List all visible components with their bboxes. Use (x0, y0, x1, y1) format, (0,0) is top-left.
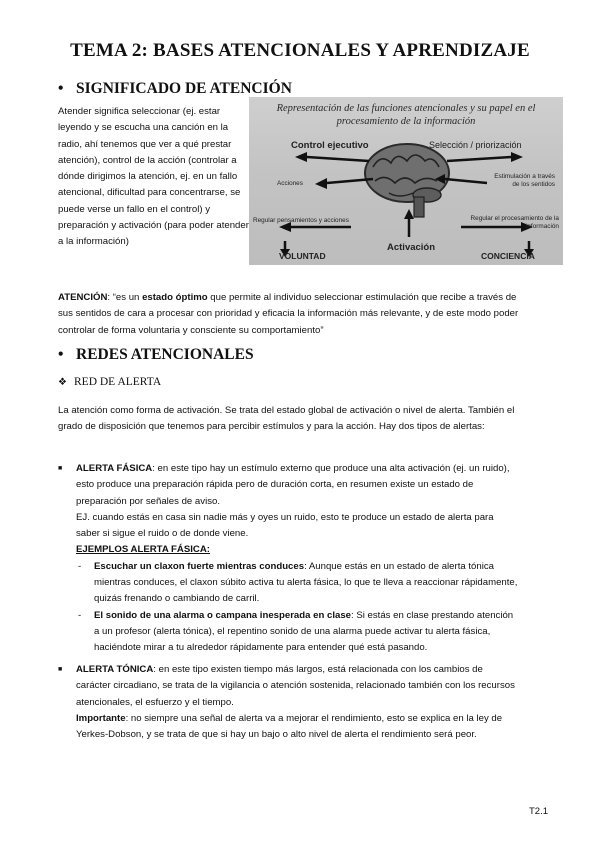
label-control-ejecutivo: Control ejecutivo (291, 140, 369, 151)
dash-marker: - (78, 560, 82, 572)
label-estimulacion: Estimulación a través de los sentidos (494, 173, 555, 188)
examples-title: EJEMPLOS ALERTA FÁSICA: (76, 544, 210, 556)
alerta-fasica-text: : en este tipo hay un estímulo externo que produce una alta activación (ej. un ruido), esto produce una preparación rápida pero de duración corta, en resumen existe un estado de preparación por señales de aviso. (76, 463, 510, 507)
label-regular-procesamiento: Regular el procesamiento de la información (470, 215, 559, 230)
label-voluntad: VOLUNTAD (279, 251, 326, 261)
example-title: El sonido de una alarma o campana inesperada en clase (94, 609, 351, 621)
alerta-fasica-label: ALERTA FÁSICA (76, 463, 153, 474)
alerta-tonica-text: : en este tipo existen tiempo más largos, está relacionada con los cambios de carácter circadiano, se trata de la vigilancia o atención sostenida, relacionado también con los recursos atencionales, el esfuerzo y el tiempo. (76, 664, 515, 708)
intro-paragraph: Atender significa seleccionar (ej. estar leyendo y se escucha una canción en la radio, ahí tenemos que ver a qué prestar atención), control de la acción (controlar a dónde dirigimos la atención, ej. en un fallo atencional, dificultad para concentrarse, se puede verse un fallo en el control) y preparación y activación (para poder atender a la información) (58, 106, 249, 248)
bullet-marker: • (58, 80, 64, 97)
section-heading-redes (58, 346, 254, 364)
alerta-tonica-item (58, 662, 518, 743)
subheading-text: RED DE ALERTA (74, 376, 162, 388)
important-text: : no siempre una señal de alerta va a mejorar el rendimiento, esto se explica en la ley de Yerkes-Dobson, y se trata de que si hay un bajo o alto nivel de alerta el rendimiento será peor. (76, 712, 503, 741)
alerta-fasica-example: EJ. cuando estás en casa sin nadie más y oyes un ruido, esto te produce un estado de alerta para saber si sigue el ruido o de donde viene. (76, 511, 494, 540)
example-text: : Si estás en clase prestando atención a un profesor (alerta tónica), el repentino sonido de una alarma puede activar tu alerta fásica, haciéndote mirar a tu alrededor rápidamente para entender qué está pasando. (94, 609, 514, 654)
section-heading-significado (58, 80, 292, 98)
red-alerta-intro: La atención como forma de activación. Se trata del estado global de activación o nivel de alerta. También el grado de disposición que tenemos para percibir estímulos y para la acción. Hay dos tipos de alertas: (58, 405, 515, 433)
attention-definition (58, 290, 520, 339)
alerta-tonica-label: ALERTA TÓNICA (76, 664, 154, 675)
definition-text-pre: : “es un (107, 292, 143, 303)
section-heading-text: REDES ATENCIONALES (76, 346, 254, 363)
page-number: T2.1 (528, 806, 548, 817)
diamond-bullet-icon: ❖ (58, 377, 67, 388)
alerta-fasica-item (58, 461, 518, 657)
subheading-red-alerta (58, 376, 161, 388)
square-bullet-icon: ■ (58, 666, 63, 673)
attention-diagram (249, 97, 563, 265)
label-conciencia: CONCIENCIA (481, 251, 535, 261)
example-item (76, 559, 518, 608)
example-text: : Aunque estás en un estado de alerta tónica mientras conduces, el claxon súbito activa tu alerta fásica, lo que te lleva a reaccionar rápidamente, quizás frenando o cambiando de carril. (94, 560, 518, 605)
section-heading-text: SIGNIFICADO DE ATENCIÓN (76, 80, 292, 97)
definition-bold: estado óptimo (142, 292, 208, 303)
brain-icon (365, 144, 449, 217)
label-activacion: Activación (387, 242, 436, 253)
definition-text-post: que permite al individuo seleccionar estimulación que recibe a través de sus sentidos de cara a procesar con prioridad y eficacia la información más relevante, y de este modo poder controlar de forma voluntaria y consciente su comportamiento” (58, 292, 519, 336)
label-acciones: Acciones (277, 180, 303, 187)
page-title: TEMA 2: BASES ATENCIONALES Y APRENDIZAJE (70, 40, 530, 61)
example-item (76, 608, 518, 657)
diagram-title-line1: Representación de las funciones atencionales y su papel en el (276, 103, 536, 114)
important-label: Importante (76, 712, 126, 724)
diagram-title-line2: procesamiento de la información (336, 116, 476, 127)
label-seleccion: Selección / priorización (429, 140, 522, 150)
important-note (76, 711, 518, 744)
diagram-title (249, 102, 563, 128)
label-regular-pensamientos: Regular pensamientos y acciones (253, 217, 349, 224)
dash-marker: - (78, 609, 82, 621)
square-bullet-icon: ■ (58, 465, 63, 472)
definition-label: ATENCIÓN (58, 292, 108, 303)
example-title: Escuchar un claxon fuerte mientras conduces (94, 560, 305, 572)
bullet-marker: • (58, 346, 64, 363)
alerta-fasica-definition (76, 461, 518, 510)
alerta-tonica-definition (76, 662, 518, 711)
